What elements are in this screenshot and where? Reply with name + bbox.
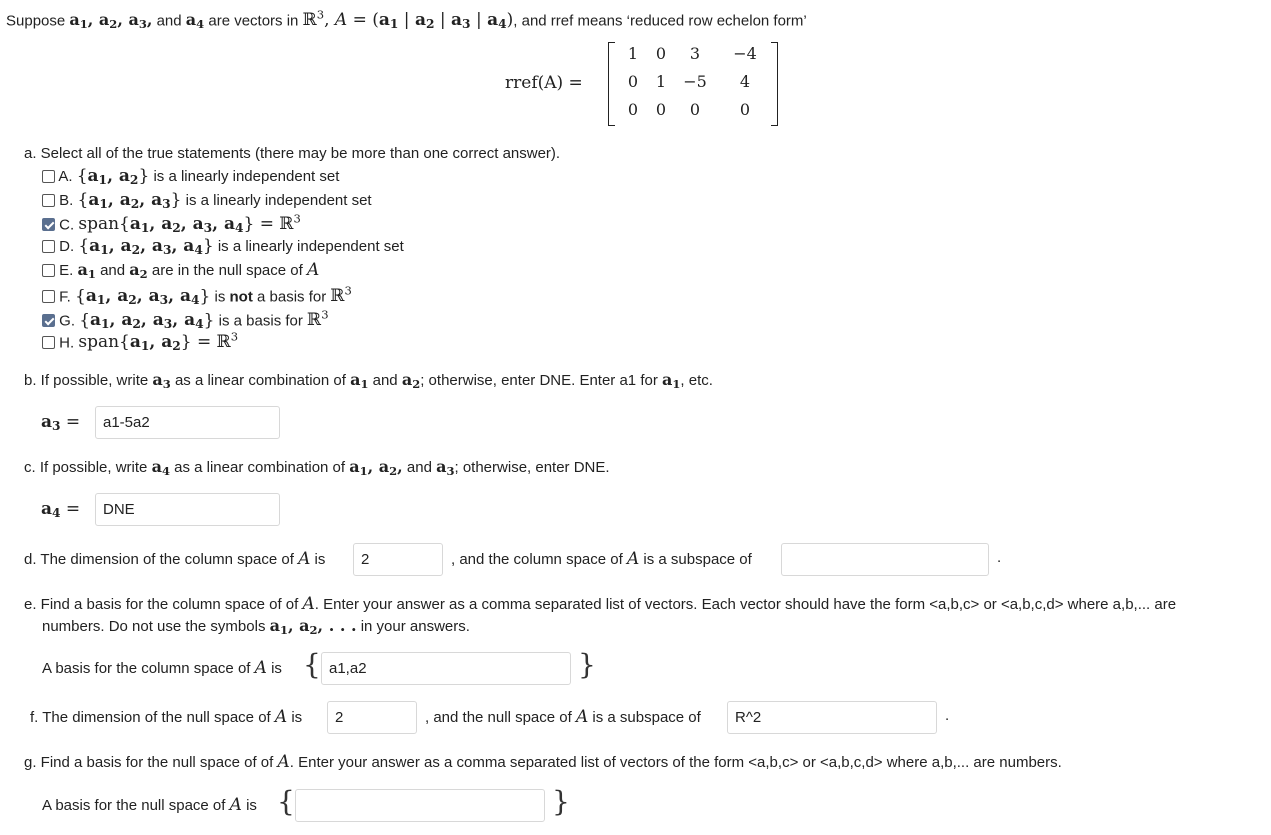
problem-intro: Suppose $a_1$, $a_2$, $a_3$, and $a_4$ are vectors in ℝ$^3$, $A = (a_1$ | $a_2$ | $a_3$ | $a_4$), and rref means ‘reduced row echelon form’ xyxy=(6,8,807,32)
rref-label: rref(A) = xyxy=(505,73,583,93)
option-a-checkbox[interactable] xyxy=(42,170,55,183)
matrix-cell: 0 xyxy=(655,44,667,63)
option-c: C. $span\{a_1$, $a_2$, $a_3$, $a_4$} = ℝ$^3$ xyxy=(42,212,301,235)
matrix-cell: 3 xyxy=(689,44,701,63)
a3-label: $a_3$ = xyxy=(41,412,81,434)
part-d-prompt-2: , and the column space of A is a subspace of xyxy=(451,549,752,569)
option-f-checkbox[interactable] xyxy=(42,290,55,303)
matrix-cell: 1 xyxy=(627,44,639,63)
matrix-cell: 1 xyxy=(655,72,667,91)
part-a-prompt: a. Select all of the true statements (there may be more than one correct answer). xyxy=(24,145,561,162)
part-e-prompt-line2: numbers. Do not use the symbols $a_1$, $a_2$, . . . in your answers. xyxy=(42,616,470,637)
a4-label: $a_4$ = xyxy=(41,499,81,521)
part-e-prompt-line1: e. Find a basis for the column space of of A. Enter your answer as a comma separated list of vectors. Each vector should have the form <a,b,c> or <a,b,c,d> where a,b,... are xyxy=(24,594,1177,614)
matrix-cell: 0 xyxy=(655,100,667,119)
option-b: B. {$a_1$, $a_2$, $a_3$} is a linearly independent set xyxy=(42,190,372,211)
matrix-cell: 0 xyxy=(739,100,751,119)
a4-input[interactable]: DNE xyxy=(95,493,280,526)
option-g-checkbox[interactable] xyxy=(42,314,55,327)
part-f-prompt-2: , and the null space of A is a subspace of xyxy=(425,707,701,727)
matrix-cell: 0 xyxy=(627,100,639,119)
option-h-checkbox[interactable] xyxy=(42,336,55,349)
matrix-cell: 0 xyxy=(689,100,701,119)
null-space-subspace-input[interactable]: R^2 xyxy=(727,701,937,734)
option-c-checkbox[interactable] xyxy=(42,218,55,231)
part-f-prompt: f. The dimension of the null space of A is xyxy=(30,707,303,727)
matrix-cell: −5 xyxy=(683,72,707,91)
option-f: F. {$a_1$, $a_2$, $a_3$, $a_4$} is not a basis for ℝ$^3$ xyxy=(42,284,352,307)
null-space-dimension-input[interactable]: 2 xyxy=(327,701,417,734)
null-basis-label: A basis for the null space of A is xyxy=(42,795,257,815)
rref-matrix xyxy=(608,42,778,126)
option-a: A. {$a_1$, $a_2$} is a linearly independent set xyxy=(42,166,339,187)
option-e: E. $a_1$ and $a_2$ are in the null space of A xyxy=(42,260,319,281)
part-g-prompt: g. Find a basis for the null space of of A. Enter your answer as a comma separated list of vectors of the form <a,b,c> or <a,b,c,d> where a,b,... are numbers. xyxy=(24,752,1062,772)
column-space-subspace-input[interactable] xyxy=(781,543,989,576)
option-d: D. {$a_1$, $a_2$, $a_3$, $a_4$} is a linearly independent set xyxy=(42,236,404,257)
column-space-basis-input[interactable]: a1,a2 xyxy=(321,652,571,685)
matrix-cell: −4 xyxy=(733,44,757,63)
part-b-prompt: b. If possible, write $a_3$ as a linear combination of $a_1$ and $a_2$; otherwise, enter DNE. Enter a1 for $a_1$, etc. xyxy=(24,370,713,391)
matrix-cell: 4 xyxy=(739,72,751,91)
column-basis-label: A basis for the column space of A is xyxy=(42,658,282,678)
option-b-checkbox[interactable] xyxy=(42,194,55,207)
option-g: G. {$a_1$, $a_2$, $a_3$, $a_4$} is a basis for ℝ$^3$ xyxy=(42,308,329,331)
matrix-cell: 0 xyxy=(627,72,639,91)
part-c-prompt: c. If possible, write $a_4$ as a linear combination of $a_1$, $a_2$, and $a_3$; otherwise, enter DNE. xyxy=(24,457,610,478)
null-space-basis-input[interactable] xyxy=(295,789,545,822)
option-h: H. $span\{a_1$, $a_2$} = ℝ$^3$ xyxy=(42,330,238,353)
part-d-prompt: d. The dimension of the column space of A is xyxy=(24,549,326,569)
column-space-dimension-input[interactable]: 2 xyxy=(353,543,443,576)
option-d-checkbox[interactable] xyxy=(42,240,55,253)
a3-input[interactable]: a1-5a2 xyxy=(95,406,280,439)
option-e-checkbox[interactable] xyxy=(42,264,55,277)
